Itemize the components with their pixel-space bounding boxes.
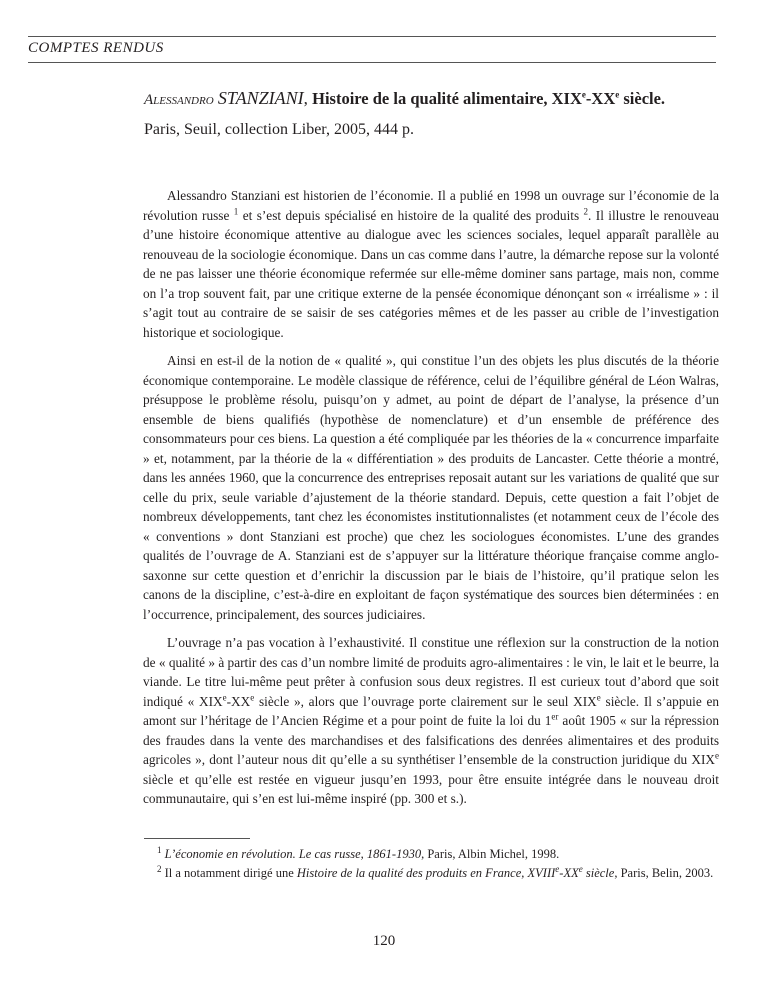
publication-info: Paris, Seuil, collection Liber, 2005, 444 p. <box>144 121 414 138</box>
footnote-separator <box>144 838 250 839</box>
footnote-ref-2[interactable]: 2 <box>583 206 589 217</box>
paragraph-1: Alessandro Stanziani est historien de l’économie. Il a publié en 1998 un ouvrage sur l’économie de la révolution russe $^1$ et s’est depuis spécialisé en histoire de la qualité des produits $^2$. Il illustre le renouveau d’une histoire économique attentive au dialogue avec les sciences sociales, lequel apparaît parallèle au renouveau de la sociologie économique. Dans un cas comme dans l’autre, la démarche repose sur la volonté de ne pas laisser une théorie économique refermée sur elle-même dominer sans partage, mais non, comme on l’a trop souvent fait, par une critique externe de la pensée économique dénonçant son « irréalisme » : il s’agit tout au contraire de se saisir de ses catégories mêmes et de les passer au crible de l’investigation historique et sociologique. <box>143 188 719 340</box>
footnotes <box>143 846 719 884</box>
footnote-2: $^2$ Il a notamment dirigé une Histoire de la qualité des produits en France, XVIIIe-XXe siècle, Paris, Belin, 2003. <box>157 863 714 880</box>
author-first-name: Alessandro <box>144 92 214 108</box>
paragraph-3: L’ouvrage n’a pas vocation à l’exhaustivité. Il constitue une réflexion sur la construction de la notion de « qualité » à partir des cas d’un nombre limité de produits agro-alimentaires : le vin, le lait et le beurre, la viande. Le titre lui-même peut prêter à confusion sous deux registres. Il est curieux tout d’abord que soit indiqué « XIXe-XXe siècle », alors que l’ouvrage porte clairement sur le seul XIXe siècle. Il s’appuie en amont sur l’héritage de l’Ancien Régime et a pour point de fuite la loi du 1er août 1905 « sur la répression des fraudes dans la vente des marchandises et des falsifications des denrées alimentaires et des produits agricoles », dont l’auteur nous dit qu’elle a su synthétiser l’ensemble de la construction juridique du XIXe siècle et qu’elle est restée en vigueur jusqu’en 1993, pour être ensuite intégrée dans le nouveau droit communautaire, qui s’en est lui-même inspiré (pp. 300 et s.). <box>143 635 720 806</box>
review-title-block <box>144 88 724 139</box>
review-body <box>143 186 719 818</box>
footnote-1: $^1$ L’économie en révolution. Le cas russe, 1861-1930, Paris, Albin Michel, 1998. <box>157 844 560 861</box>
footnote-ref-1[interactable]: 1 <box>233 206 239 217</box>
book-title: Histoire de la qualité alimentaire, XIXe-XXe siècle. <box>312 89 666 108</box>
paragraph-2: Ainsi en est-il de la notion de « qualité », qui constitue l’un des objets les plus discutés de la théorie économique contemporaine. Le modèle classique de référence, celui de l’équilibre général de Léon Walras, présuppose le problème résolu, puisqu’on y admet, au point de départ de l’analyse, la présence d’un ensemble de biens qualifiés (hypothèse de nomenclature) et d’un ensemble de préférence des consommateurs pour ces biens. La question a été compliquée par les théories de la « concurrence imparfaite » et, notamment, par la théorie de la « différentiation » des produits de Lancaster. Cette théorie a montré, dans les années 1960, que la concurrence des entreprises reposait autant sur les variations de qualité que sur celle du prix, seule variable d’ajustement de la théorie standard. Depuis, cette question a fait l’objet de nombreux développements, tant chez les économistes institutionnalistes (et notamment ceux de l’école des « conventions » dont Stanziani est proche) que chez les sociologues économistes. L’une des grandes qualités de l’ouvrage de A. Stanziani est de s’appuyer sur la littérature théorique française comme anglo-saxonne sur cette question et d’enrichir la discussion par le biais de l’histoire, qu’il pratique selon les canons de la discipline, c’est-à-dire en exploitant de façon systématique des sources bien déterminées : en l’occurrence, principalement, des sources judiciaires. <box>143 353 719 622</box>
section-header: COMPTES RENDUS <box>28 40 164 56</box>
author-last-name: STANZIANI <box>217 88 304 108</box>
page-number: 120 <box>372 933 396 949</box>
book-heading: Alessandro STANZIANI, Histoire de la qualité alimentaire, XIXe-XXe siècle. <box>144 88 666 108</box>
header-rule-bottom <box>28 62 716 63</box>
header-rule-top <box>28 36 716 37</box>
